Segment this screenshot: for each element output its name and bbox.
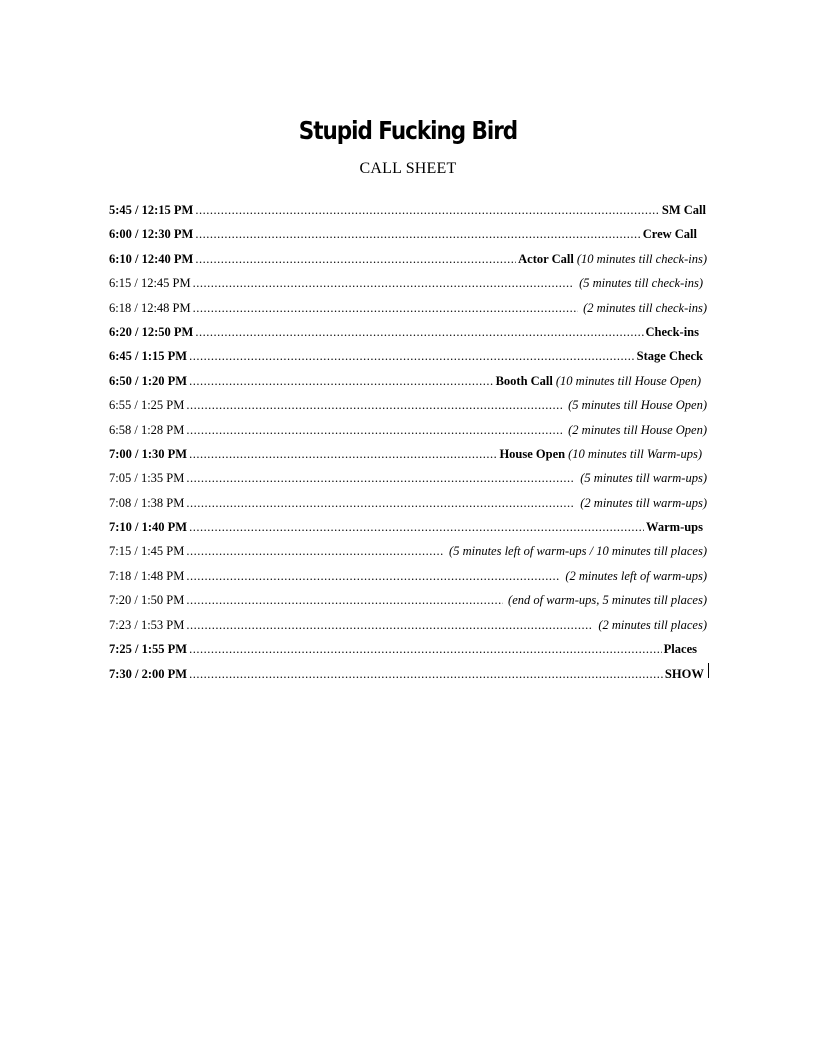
row-note: (2 minutes till House Open)	[568, 422, 707, 437]
document-subtitle: CALL SHEET	[359, 160, 457, 177]
call-sheet-row	[109, 639, 709, 663]
text-cursor	[708, 663, 709, 678]
row-time: 7:05 / 1:35 PM	[109, 471, 185, 486]
dot-leader	[189, 444, 497, 464]
row-time: 6:55 / 1:25 PM	[109, 398, 185, 413]
dot-leader	[193, 298, 578, 318]
row-time: 6:00 / 12:30 PM	[109, 227, 194, 242]
row-note: (2 minutes till check-ins)	[583, 300, 707, 315]
call-sheet-row	[109, 298, 709, 322]
dot-leader	[195, 224, 640, 244]
row-time: 6:10 / 12:40 PM	[109, 251, 194, 266]
row-time: 7:25 / 1:55 PM	[109, 642, 188, 657]
row-note: (10 minutes till House Open)	[555, 373, 701, 388]
dot-leader	[195, 249, 516, 269]
row-label: Stage Check	[636, 349, 703, 364]
row-label: SHOW	[664, 667, 704, 682]
call-sheet-row	[109, 444, 709, 468]
dot-leader	[195, 200, 660, 220]
row-time: 6:50 / 1:20 PM	[109, 373, 188, 388]
row-note: (10 minutes till Warm-ups)	[568, 446, 702, 461]
call-sheet-row	[109, 249, 709, 273]
dot-leader	[186, 420, 563, 440]
dot-leader	[186, 395, 563, 415]
call-sheet-list	[109, 200, 709, 688]
row-label: Crew Call	[642, 227, 697, 242]
dot-leader	[189, 664, 663, 684]
row-time: 7:30 / 2:00 PM	[109, 667, 188, 682]
call-sheet-row	[109, 493, 709, 517]
dot-leader	[186, 590, 503, 610]
row-note: (2 minutes left of warm-ups)	[565, 568, 707, 583]
row-time: 7:20 / 1:50 PM	[109, 593, 185, 608]
row-note: (end of warm-ups, 5 minutes till places)	[508, 593, 707, 608]
dot-leader	[186, 541, 444, 561]
row-time: 5:45 / 12:15 PM	[109, 203, 194, 217]
row-note: (5 minutes left of warm-ups / 10 minutes till places)	[449, 544, 707, 559]
call-sheet-row	[109, 517, 709, 541]
row-time: 6:15 / 12:45 PM	[109, 276, 191, 291]
call-sheet-row	[109, 395, 709, 419]
dot-leader	[186, 566, 560, 586]
row-note: (5 minutes till warm-ups)	[580, 471, 707, 486]
row-time: 7:23 / 1:53 PM	[109, 617, 185, 632]
call-sheet-row	[109, 566, 709, 590]
row-time: 7:10 / 1:40 PM	[109, 520, 188, 535]
row-time: 6:45 / 1:15 PM	[109, 349, 188, 364]
call-sheet-row	[109, 322, 709, 346]
dot-leader	[193, 273, 574, 293]
row-note: (5 minutes till House Open)	[568, 398, 707, 413]
row-time: 7:08 / 1:38 PM	[109, 495, 185, 510]
dot-leader	[195, 322, 643, 342]
document-title: Stupid Fucking Bird	[298, 116, 518, 145]
row-label: Check-ins	[645, 324, 699, 339]
call-sheet-row	[109, 663, 709, 687]
row-note: (2 minutes till warm-ups)	[580, 495, 707, 510]
call-sheet-row	[109, 541, 709, 565]
dot-leader	[186, 615, 593, 635]
dot-leader	[189, 517, 644, 537]
row-note: (5 minutes till check-ins)	[579, 276, 703, 291]
row-label: Booth Call	[495, 373, 553, 388]
call-sheet-row	[109, 590, 709, 614]
row-time: 7:18 / 1:48 PM	[109, 568, 185, 583]
dot-leader	[189, 371, 493, 391]
row-time: 7:00 / 1:30 PM	[109, 446, 188, 461]
row-note: (2 minutes till places)	[598, 617, 707, 632]
dot-leader	[189, 639, 662, 659]
row-label: Warm-ups	[646, 520, 703, 535]
row-label: Places	[663, 642, 697, 657]
row-time: 6:58 / 1:28 PM	[109, 422, 185, 437]
row-note: (10 minutes till check-ins)	[576, 251, 707, 266]
call-sheet-row	[109, 273, 709, 297]
row-time: 7:15 / 1:45 PM	[109, 544, 185, 559]
row-time: 6:18 / 12:48 PM	[109, 300, 191, 315]
dot-leader	[189, 346, 635, 366]
call-sheet-row	[109, 371, 709, 395]
dot-leader	[186, 493, 575, 513]
dot-leader	[186, 468, 575, 488]
call-sheet-row	[109, 200, 709, 224]
call-sheet-row	[109, 346, 709, 370]
call-sheet-row	[109, 420, 709, 444]
row-label: Actor Call	[518, 251, 574, 266]
call-sheet-row	[109, 224, 709, 248]
row-time: 6:20 / 12:50 PM	[109, 324, 194, 339]
call-sheet-row	[109, 468, 709, 492]
row-label: SM Call	[661, 203, 706, 217]
call-sheet-row	[109, 615, 709, 639]
row-label: House Open	[499, 446, 566, 461]
